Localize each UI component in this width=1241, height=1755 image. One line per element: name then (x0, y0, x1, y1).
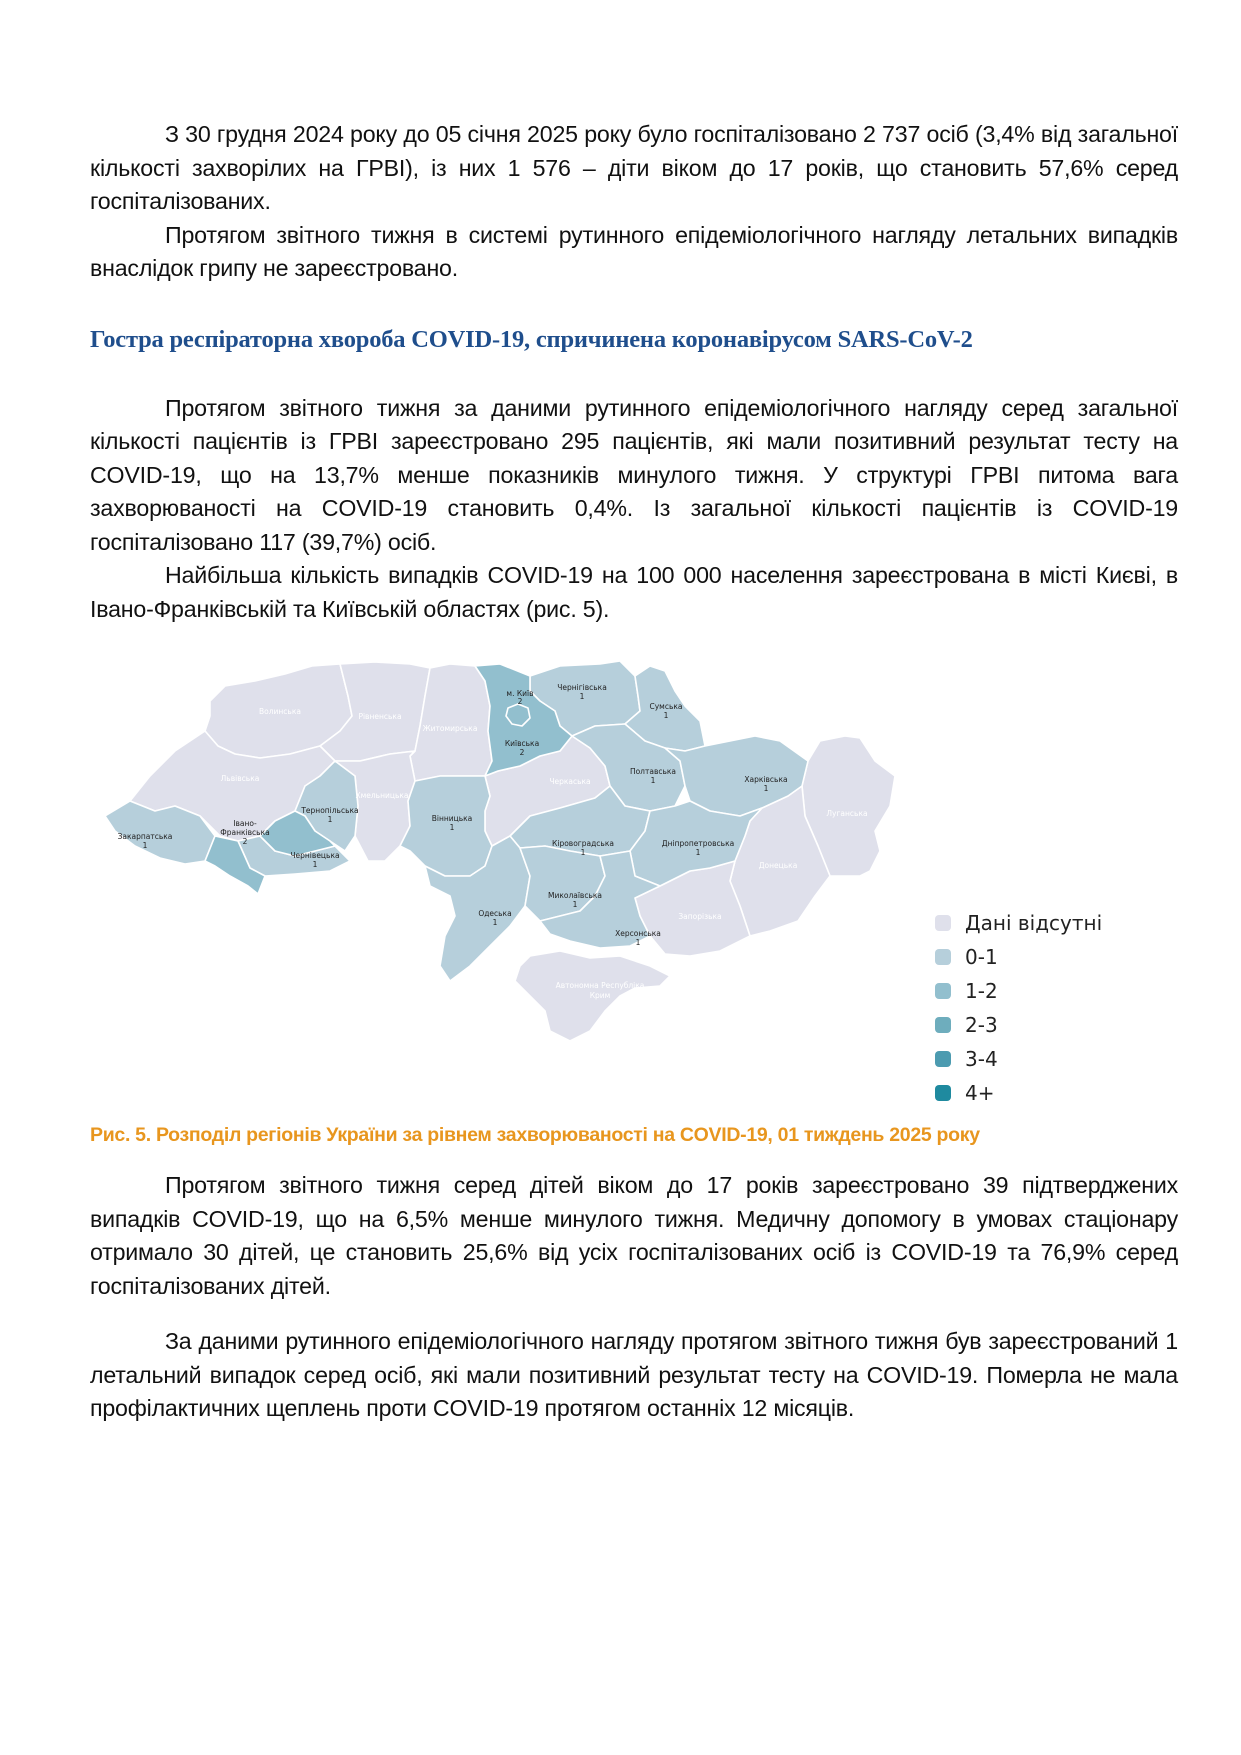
value-kyiv-city: 2 (517, 697, 523, 706)
label-kyivska: Київська (504, 739, 540, 748)
value-poltavska: 1 (650, 776, 656, 785)
label-kyiv-city: м. Київ (506, 689, 534, 698)
label-mykolaivska: Миколаївська (547, 891, 603, 900)
value-ternopilska: 1 (327, 815, 333, 824)
value-ivano: 2 (242, 837, 248, 846)
label-chernivetska: Чернівецька (290, 851, 340, 860)
value-chernivetska: 1 (312, 860, 318, 869)
label-crimea-1: Автономна Республіка (555, 981, 645, 990)
map-legend (935, 906, 1102, 1110)
label-khmelnytska: Хмельницька (355, 791, 409, 800)
value-chernihivska: 1 (579, 692, 585, 701)
legend-item-1-2 (935, 974, 1102, 1008)
label-cherkaska: Черкаська (549, 777, 591, 786)
label-poltavska: Полтавська (629, 767, 677, 776)
label-ivano-2: Франківська (220, 828, 270, 837)
label-ivano-1: Івано- (233, 819, 257, 828)
label-sumska: Сумська (649, 702, 683, 711)
value-odeska: 1 (492, 918, 498, 927)
paragraph-children-covid: Протягом звітного тижня серед дітей віком до 17 років зареєстровано 39 підтверджених випадків COVID-19, що на 6,5% менше минулого тижня. Медичну допомогу в умовах стаціонару отримало 30 дітей, це становить 25,6% від усіх госпіталізованих осіб із COVID-19 та 76,9% серед госпіталізованих дітей. (90, 1172, 1178, 1299)
legend-label: 0-1 (965, 945, 998, 969)
legend-swatch-icon (935, 1017, 951, 1033)
legend-label: 3-4 (965, 1047, 998, 1071)
label-zhytomyrska: Житомирська (422, 724, 478, 733)
legend-swatch-icon (935, 915, 951, 931)
value-mykolaivska: 1 (572, 900, 578, 909)
ukraine-covid-map (90, 636, 1178, 1116)
label-volynska: Волинська (259, 707, 301, 716)
label-odeska: Одеська (478, 909, 512, 918)
label-vinnytska: Вінницька (431, 814, 473, 823)
region-vinnytska (400, 776, 492, 876)
legend-item-2-3 (935, 1008, 1102, 1042)
legend-label: Дані відсутні (965, 911, 1103, 935)
value-kyivska: 2 (519, 748, 525, 757)
paragraph-covid-death: За даними рутинного епідеміологічного нагляду протягом звітного тижня був зареєстрований 1 летальний випадок серед осіб, які мали позитивний результат тесту на COVID-19. Померла не мала профілактичних щеплень проти COVID-19 протягом останніх 12 місяців. (90, 1328, 1178, 1421)
legend-item-no-data (935, 906, 1102, 940)
value-vinnytska: 1 (449, 823, 455, 832)
value-zakarpatska: 1 (142, 841, 148, 850)
value-khersonska: 1 (635, 938, 641, 947)
value-dnipropetrovska: 1 (695, 848, 701, 857)
label-khersonska: Херсонська (615, 929, 661, 938)
label-crimea-2: Крим (589, 991, 611, 1000)
label-lvivska: Львівська (220, 774, 260, 783)
legend-swatch-icon (935, 983, 951, 999)
legend-item-4-plus (935, 1076, 1102, 1110)
section-heading-covid: Гостра респіраторна хвороба COVID-19, спричинена коронавірусом SARS-CoV-2 (90, 325, 973, 353)
value-kirovohradska: 1 (580, 848, 586, 857)
figure-caption: Рис. 5. Розподіл регіонів України за рівнем захворюваності на COVID-19, 01 тиждень 2025 року (90, 1124, 980, 1146)
paragraph-covid-cases: Протягом звітного тижня за даними рутинного епідеміологічного нагляду серед загальної кількості пацієнтів із ГРВІ зареєстровано 295 пацієнтів, які мали позитивний результат тесту на COVID-19, що на 13,7% менше показників минулого тижня. У структурі ГРВІ питома вага захворюваності на COVID-19 становить 0,4%. Із загальної кількості пацієнтів із COVID-19 госпіталізовано 117 (39,7%) осіб. (90, 394, 1178, 555)
label-dnipropetrovska: Дніпропетровська (661, 839, 735, 848)
legend-item-3-4 (935, 1042, 1102, 1076)
label-luhanska: Луганська (826, 809, 868, 818)
label-kirovohradska: Кіровоградська (552, 839, 614, 848)
document-page (90, 118, 1178, 1426)
value-kharkivska: 1 (763, 784, 769, 793)
label-chernihivska: Чернігівська (557, 683, 607, 692)
legend-swatch-icon (935, 949, 951, 965)
label-kharkivska: Харківська (744, 775, 788, 784)
legend-label: 1-2 (965, 979, 998, 1003)
paragraph-covid-regions: Найбільша кількість випадків COVID-19 на 100 000 населення зареєстрована в місті Києві, в Івано-Франківській та Київській областях (рис. 5). (90, 562, 1178, 622)
label-ternopilska: Тернопільська (301, 806, 359, 815)
paragraph-flu-deaths: Протягом звітного тижня в системі рутинного епідеміологічного нагляду летальних випадків внаслідок грипу не зареєстровано. (90, 221, 1178, 281)
legend-item-0-1 (935, 940, 1102, 974)
label-rivnenska: Рівненська (358, 712, 402, 721)
paragraph-hospitalization: З 30 грудня 2024 року до 05 січня 2025 року було госпіталізовано 2 737 осіб (3,4% від загальної кількості захворілих на ГРВІ), із них 1 576 – діти віком до 17 років, що становить 57,6% серед госпіталізованих. (90, 121, 1178, 214)
legend-swatch-icon (935, 1085, 951, 1101)
label-zakarpatska: Закарпатська (117, 832, 173, 841)
legend-label: 2-3 (965, 1013, 998, 1037)
label-zaporizka: Запорізька (678, 912, 722, 921)
legend-swatch-icon (935, 1051, 951, 1067)
value-sumska: 1 (663, 711, 669, 720)
legend-label: 4+ (965, 1081, 995, 1105)
label-donetska: Донецька (758, 861, 798, 870)
